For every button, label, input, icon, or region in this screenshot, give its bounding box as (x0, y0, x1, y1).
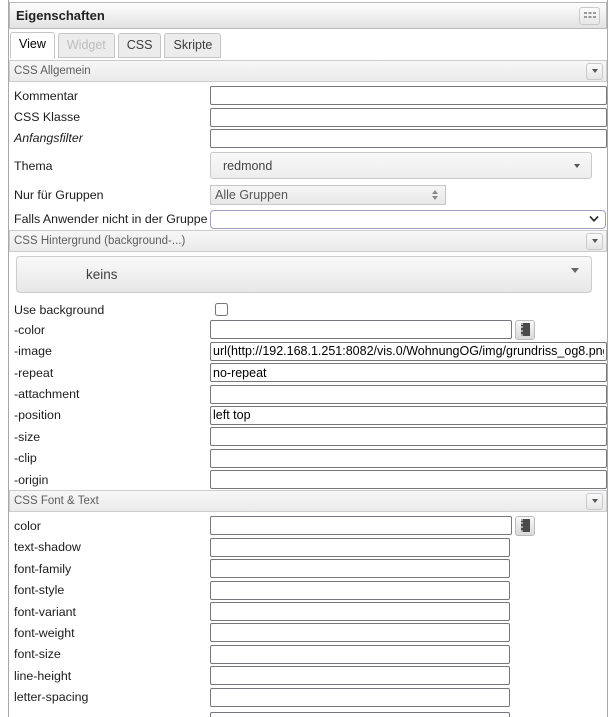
theme-value: redmond (223, 158, 273, 173)
use-background-checkbox[interactable] (215, 303, 228, 316)
row-css-klasse (9, 106, 607, 127)
origin-input[interactable] (210, 470, 607, 489)
field-label: CSS Klasse (14, 110, 81, 125)
anfangsfilter-input[interactable] (210, 129, 607, 148)
row-use-background (9, 300, 607, 319)
row-font-style (9, 579, 607, 600)
row-color (9, 319, 607, 340)
size-input[interactable] (210, 427, 607, 446)
color-picker-button[interactable] (515, 516, 535, 536)
tab-view[interactable]: View (10, 32, 55, 59)
field-label: font-variant (14, 604, 76, 619)
field-label: Anfangsfilter (14, 131, 83, 146)
position-input[interactable] (210, 406, 607, 425)
row-font-variant (9, 601, 607, 622)
row-kommentar (9, 85, 607, 106)
chevron-down-icon (592, 239, 598, 243)
line-height-input[interactable] (210, 666, 510, 685)
attachment-input[interactable] (210, 385, 607, 404)
chevron-down-icon (592, 499, 598, 503)
section-body (9, 512, 607, 717)
row-font-size (9, 644, 607, 665)
section-header-css-font-text[interactable] (9, 490, 607, 512)
field-label: Nur für Gruppen (14, 188, 104, 203)
background-type-value: keins (86, 267, 118, 283)
section-header-css-allgemein[interactable] (9, 60, 607, 82)
section-header-css-hintergrund-background[interactable] (9, 230, 607, 252)
section-collapse-button[interactable] (586, 63, 603, 80)
font-variant-input[interactable] (210, 602, 510, 621)
color-input[interactable] (210, 516, 512, 535)
section-body (9, 82, 607, 230)
falls-anwender-nicht-in-der-gruppe-select[interactable] (210, 210, 606, 229)
field-label: color (14, 518, 41, 533)
chevron-down-icon (571, 273, 579, 288)
field-label: letter-spacing (14, 690, 89, 705)
field-label: font-weight (14, 625, 75, 640)
row-image (9, 341, 607, 362)
field-label: line-height (14, 668, 72, 683)
field-label: Falls Anwender nicht in der Gruppe (14, 212, 208, 227)
field-input[interactable] (210, 712, 510, 717)
section-body (9, 252, 607, 490)
row-text-shadow (9, 537, 607, 558)
sort-updown-icon (432, 190, 438, 200)
field-label: Use background (14, 302, 105, 317)
row-attachment (9, 383, 607, 404)
background-type-dropdown[interactable] (16, 256, 592, 293)
field-label: -size (14, 429, 41, 444)
field-label: Kommentar (14, 88, 79, 103)
row-font-family (9, 558, 607, 579)
color-swatch-icon (521, 323, 530, 336)
chevron-down-icon (574, 164, 580, 168)
thema-dropdown[interactable] (210, 152, 592, 179)
field-label: font-size (14, 647, 61, 662)
color-input[interactable] (210, 320, 512, 339)
field-label: font-style (14, 583, 65, 598)
css-klasse-input[interactable] (210, 108, 607, 127)
row-thema (9, 149, 607, 182)
font-weight-input[interactable] (210, 623, 510, 642)
kommentar-input[interactable] (210, 86, 607, 105)
section-title: CSS Allgemein (14, 65, 91, 77)
color-swatch-icon (521, 519, 530, 532)
field-label: -color (14, 322, 45, 337)
image-input[interactable] (210, 342, 607, 361)
row-clip (9, 448, 607, 469)
tab-css[interactable]: CSS (118, 33, 162, 58)
field-label: -repeat (14, 365, 54, 380)
page-title: Eigenschaften (16, 8, 105, 23)
groups-value: Alle Gruppen (215, 188, 288, 203)
titlebar[interactable] (9, 2, 607, 29)
dock-button[interactable] (579, 7, 600, 25)
properties-panel (8, 0, 608, 717)
grip-icon (584, 12, 596, 19)
row-color (9, 515, 607, 536)
field-label: -position (14, 408, 61, 423)
properties-form (9, 60, 607, 717)
nur-fur-gruppen-select[interactable] (210, 185, 446, 205)
field-label: text-shadow (14, 540, 81, 555)
row-falls-anwender-nicht-in-der-gruppe (9, 208, 607, 230)
font-style-input[interactable] (210, 581, 510, 600)
field-label: -origin (14, 472, 49, 487)
tab-bar (9, 29, 607, 58)
font-family-input[interactable] (210, 559, 510, 578)
row-field (9, 711, 607, 717)
repeat-input[interactable] (210, 363, 607, 382)
text-shadow-input[interactable] (210, 538, 510, 557)
chevron-down-icon (592, 69, 598, 73)
chevron-down-icon (589, 216, 599, 222)
font-size-input[interactable] (210, 645, 510, 664)
tab-skripte[interactable]: Skripte (164, 33, 221, 58)
color-picker-button[interactable] (515, 320, 535, 340)
row-anfangsfilter (9, 128, 607, 149)
tab-widget: Widget (58, 33, 115, 58)
section-title: CSS Font & Text (14, 495, 99, 508)
row-letter-spacing (9, 686, 607, 707)
row-repeat (9, 362, 607, 383)
letter-spacing-input[interactable] (210, 688, 510, 707)
section-collapse-button[interactable] (586, 233, 603, 250)
field-label: font-family (14, 561, 72, 576)
row-nur-fur-gruppen (9, 182, 607, 208)
row-size (9, 426, 607, 447)
field-label: Thema (14, 158, 53, 173)
field-label: -attachment (14, 387, 80, 402)
row-origin (9, 469, 607, 490)
clip-input[interactable] (210, 449, 607, 468)
row-line-height (9, 665, 607, 686)
row-font-weight (9, 622, 607, 643)
field-label: -clip (14, 451, 37, 466)
row-position (9, 405, 607, 426)
section-collapse-button[interactable] (586, 493, 603, 510)
section-title: CSS Hintergrund (background-...) (14, 235, 186, 248)
field-label: -image (14, 344, 52, 359)
